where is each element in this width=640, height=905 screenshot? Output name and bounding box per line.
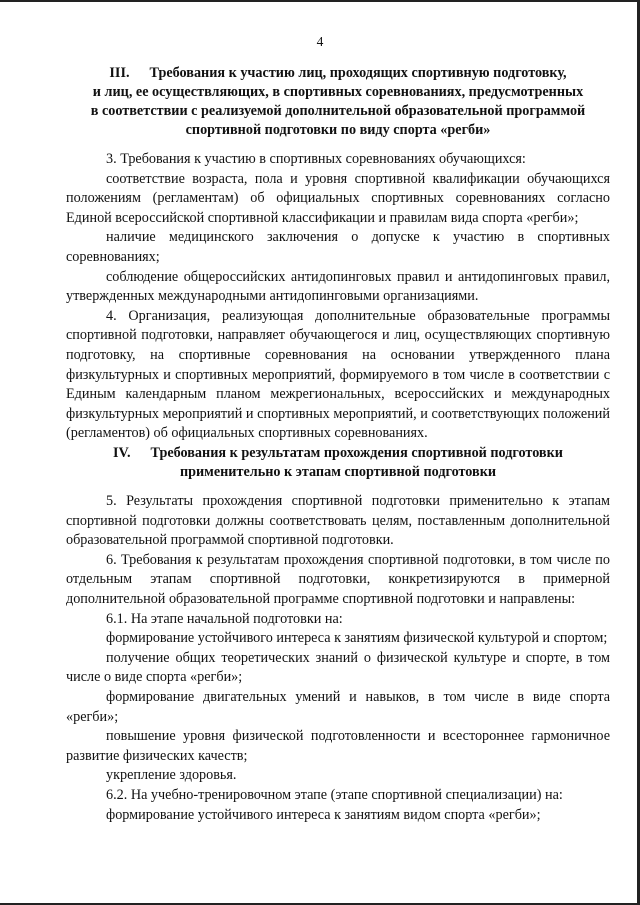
scan-edge-top	[0, 0, 640, 2]
section-4-number: IV.	[113, 445, 131, 461]
paragraph: соответствие возраста, пола и уровня спортивной квалификации обучающихся положениям (регламентам) об официальных спортивных соревнованиях согласно Единой всероссийской спортивной классификации и правилам вида спорта «регби»;	[66, 170, 610, 226]
paragraph: формирование двигательных умений и навыков, в том числе в виде спорта «регби»;	[66, 688, 610, 725]
section-4-heading	[66, 444, 610, 482]
paragraph: формирование устойчивого интереса к занятиям видом спорта «регби»;	[106, 806, 541, 823]
paragraph: 3. Требования к участию в спортивных соревнованиях обучающихся:	[106, 151, 526, 167]
section-3-heading	[66, 64, 610, 140]
heading-line-text: Требования к результатам прохождения спортивной подготовки	[150, 445, 563, 461]
paragraph: формирование устойчивого интереса к занятиям физической культурой и спортом;	[106, 630, 608, 647]
heading-line: в соответствии с реализуемой дополнительной образовательной программой	[90, 103, 586, 119]
paragraph: наличие медицинского заключения о допуске к участию в спортивных соревнованиях;	[66, 229, 610, 265]
paragraph: повышение уровня физической подготовленности и всестороннее гармоничное развитие физических качеств;	[66, 728, 610, 764]
paragraph: 6.2. На учебно-тренировочном этапе (этапе спортивной специализации) на:	[106, 786, 563, 803]
section-3-body	[66, 150, 610, 444]
paragraph: 6. Требования к результатам прохождения спортивной подготовки, в том числе по отдельным этапам спортивной подготовки, конкретизируются в примерной дополнительной образовательной программе спортивной подготовки и направлены:	[66, 551, 610, 607]
paragraph: 6.1. На этапе начальной подготовки на:	[106, 610, 343, 627]
heading-line: и лиц, ее осуществляющих, в спортивных соревнованиях, предусмотренных	[92, 84, 584, 100]
heading-line: спортивной подготовки по виду спорта «регби»	[185, 122, 491, 138]
page-number: 4	[316, 34, 324, 49]
heading-line	[66, 64, 610, 83]
paragraph: получение общих теоретических знаний о физической культуре и спорте, в том числе о виде спорта «регби»;	[66, 649, 610, 686]
section-3-number: III.	[109, 65, 130, 81]
paragraph: соблюдение общероссийских антидопинговых правил и антидопинговых правил, утвержденных международными антидопинговыми организациями.	[66, 268, 610, 305]
paragraph: 5. Результаты прохождения спортивной подготовки применительно к этапам спортивной подготовки должны соответствовать целям, поставленным дополнительной образовательной программой спортивной подготовки.	[66, 493, 610, 549]
paragraph: 4. Организация, реализующая дополнительные образовательные программы спортивной подготовки, направляет обучающегося и лиц, осуществляющих спортивную подготовку, на спортивные соревнования на основании утвержденного плана физкультурных и спортивных мероприятий, формируемого в том числе в соответствии с Единым календарным планом межрегиональных, всероссийских и международных физкультурных мероприятий и спортивных мероприятий, и соответствующих положений (регламентов) об официальных спортивных соревнованиях.	[66, 307, 610, 442]
heading-line	[66, 444, 610, 463]
heading-line: применительно к этапам спортивной подготовки	[179, 464, 497, 480]
paragraph: укрепление здоровья.	[106, 767, 237, 784]
heading-line-text: Требования к участию лиц, проходящих спортивную подготовку,	[149, 65, 567, 81]
section-4-body	[66, 492, 610, 825]
